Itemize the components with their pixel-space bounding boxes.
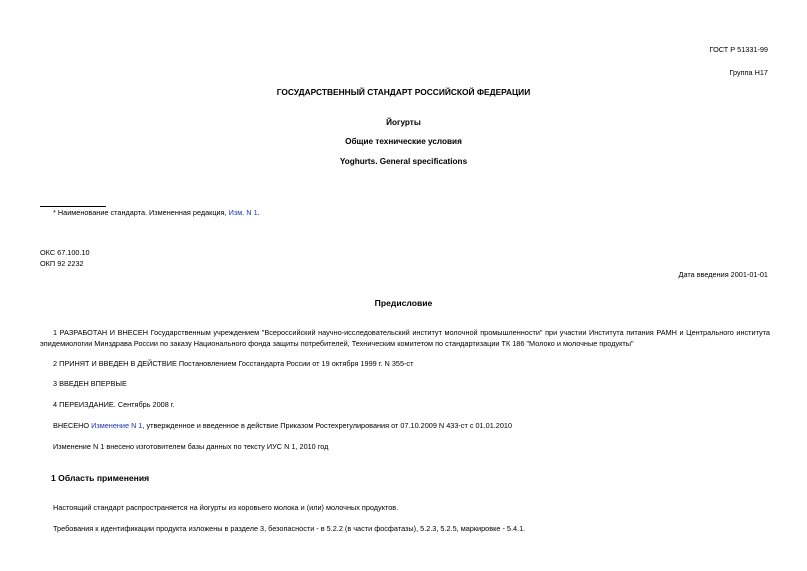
amendment-post: , утвержденное и введенное в действие Приказом Ростехрегулирования от 07.10.2009 N 433-ст с 01.01.2010 (142, 421, 513, 430)
oks-code: ОКС 67.100.10 (40, 248, 90, 257)
product-name-ru: Йогурты (386, 118, 421, 127)
product-name-en: Yoghurts. General specifications (339, 157, 468, 166)
gost-number: ГОСТ Р 51331-99 (709, 45, 768, 54)
section-1-paragraph-2: Требования к идентификации продукта изложены в разделе 3, безопасности - в 5.2.2 (в части фосфатазы), 5.2.3, 5.2.5, маркировке - 5.4.1. (53, 524, 526, 533)
foreword-paragraph-4: 4 ПЕРЕИЗДАНИЕ. Сентябрь 2008 г. (53, 400, 175, 409)
footnote-text: * Наименование стандарта. Измененная редакция, (53, 208, 229, 217)
foreword-paragraph-3: 3 ВВЕДЕН ВПЕРВЫЕ (53, 379, 127, 388)
amendment-pre: ВНЕСЕНО (53, 421, 92, 430)
foreword-paragraph-5 (53, 421, 512, 430)
group-code: Группа Н17 (729, 68, 768, 77)
intro-date: Дата введения 2001-01-01 (678, 270, 768, 279)
foreword-paragraph-1-line-2: эпидемиологии Минздрава России по заказу Национального фонда защиты потребителей, Техническим комитетом по стандартизации ТК 186 "Молоко и молочные продукты" (40, 339, 634, 348)
section-1-heading: 1 Область применения (51, 473, 150, 483)
specs-title-ru: Общие технические условия (345, 137, 462, 146)
foreword-paragraph-6: Изменение N 1 внесено изготовителем базы данных по тексту ИУС N 1, 2010 год (53, 442, 329, 451)
footnote-divider (40, 206, 106, 207)
foreword-paragraph-1-line-1: 1 РАЗРАБОТАН И ВНЕСЕН Государственным учреждением "Всероссийский научно-исследовательский институт молочной промышленности" при участии Института питания РАМН и Центрального института (53, 328, 770, 337)
standard-title: ГОСУДАРСТВЕННЫЙ СТАНДАРТ РОССИЙСКОЙ ФЕДЕРАЦИИ (276, 87, 531, 97)
foreword-paragraph-2: 2 ПРИНЯТ И ВВЕДЕН В ДЕЙСТВИЕ Постановлением Госстандарта России от 19 октября 1999 г. N 355-ст (53, 359, 414, 368)
amendment-link[interactable]: Изменение N 1 (91, 421, 143, 430)
footnote-amendment-link[interactable]: Изм. N 1 (228, 208, 258, 217)
foreword-heading: Предисловие (374, 298, 433, 308)
okp-code: ОКП 92 2232 (40, 259, 84, 268)
footnote-end: . (257, 208, 260, 217)
section-1-paragraph-1: Настоящий стандарт распространяется на йогурты из коровьего молока и (или) молочных продуктов. (53, 503, 399, 512)
footnote (53, 208, 260, 217)
